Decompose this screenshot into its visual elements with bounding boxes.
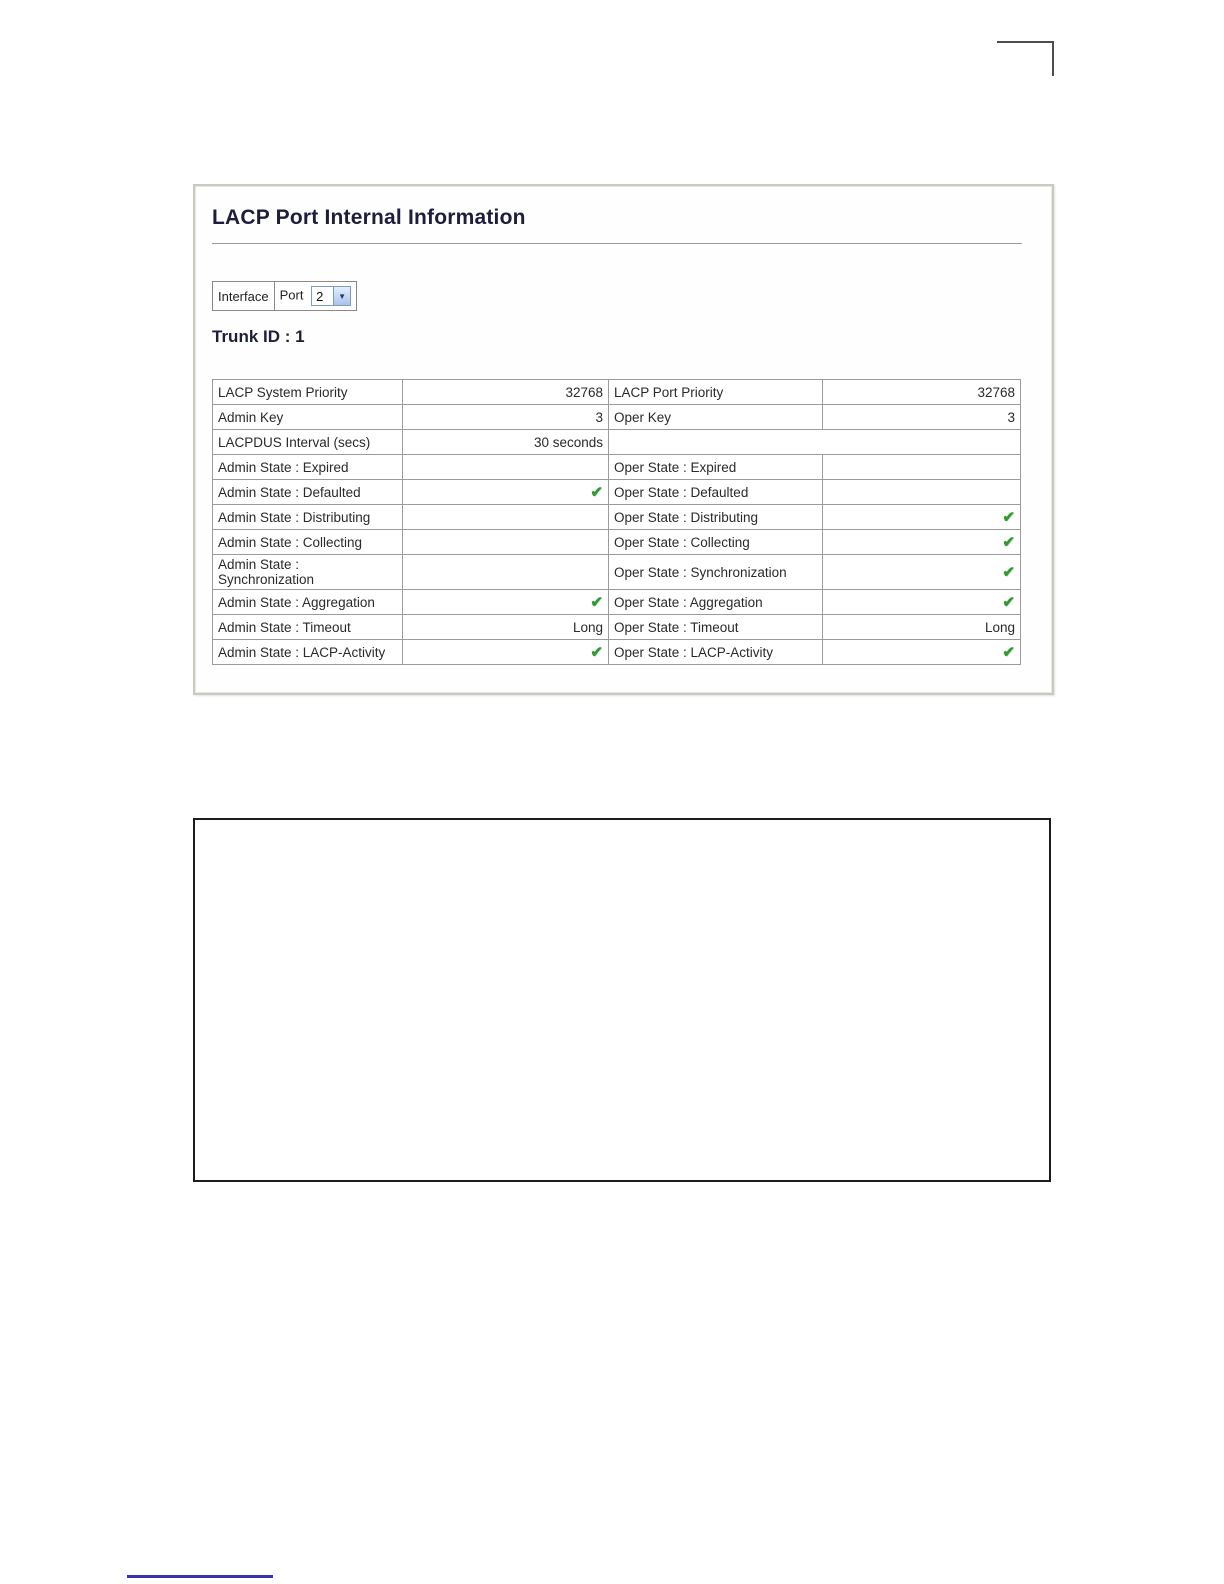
table-row [213, 430, 1021, 455]
status-cell [823, 505, 1021, 530]
label-cell: Admin State : Collecting [213, 530, 403, 555]
status-cell [403, 640, 609, 665]
check-icon: ✔ [590, 594, 603, 611]
label-cell [403, 505, 609, 530]
check-icon: ✔ [1002, 534, 1015, 551]
interface-row [213, 282, 357, 311]
check-icon: ✔ [590, 484, 603, 501]
lacp-panel [193, 184, 1054, 695]
label-cell: Admin State : LACP-Activity [213, 640, 403, 665]
table-row [213, 505, 1021, 530]
chevron-down-icon[interactable]: ▼ [333, 287, 350, 305]
label-cell: Oper State : Expired [609, 455, 823, 480]
label-cell: Oper State : Distributing [609, 505, 823, 530]
status-cell [823, 555, 1021, 590]
label-cell: LACP Port Priority [609, 380, 823, 405]
footer-rule [127, 1575, 273, 1578]
check-icon: ✔ [1002, 644, 1015, 661]
label-cell: Admin State : Distributing [213, 505, 403, 530]
port-label: Port [279, 287, 304, 303]
trunk-id: Trunk ID : 1 [212, 327, 305, 346]
page-title: LACP Port Internal Information [212, 206, 526, 229]
label-cell: Oper State : Collecting [609, 530, 823, 555]
table-row [213, 590, 1021, 615]
label-cell: Oper Key [609, 405, 823, 430]
table-row [213, 640, 1021, 665]
label-cell [823, 480, 1021, 505]
status-cell [823, 530, 1021, 555]
lacp-table-body [213, 380, 1021, 665]
label-cell: Oper State : Aggregation [609, 590, 823, 615]
status-cell [403, 590, 609, 615]
port-select-value: 2 [316, 288, 324, 304]
status-cell [823, 590, 1021, 615]
table-row [213, 530, 1021, 555]
label-cell [609, 430, 1021, 455]
title-divider [212, 243, 1022, 244]
status-cell [823, 640, 1021, 665]
table-row [213, 405, 1021, 430]
port-select[interactable] [311, 286, 351, 306]
label-cell: Admin State : Defaulted [213, 480, 403, 505]
empty-figure-box [193, 818, 1051, 1182]
corner-mark [997, 41, 1054, 43]
label-cell [403, 555, 609, 590]
table-row [213, 480, 1021, 505]
table-row [213, 455, 1021, 480]
check-icon: ✔ [1002, 564, 1015, 581]
label-cell [823, 455, 1021, 480]
value-cell: 30 seconds [403, 430, 609, 455]
value-cell: Long [403, 615, 609, 640]
label-cell [403, 530, 609, 555]
value-cell: 3 [403, 405, 609, 430]
interface-selector [212, 281, 357, 311]
table-row [213, 615, 1021, 640]
table-row [213, 380, 1021, 405]
value-cell: 32768 [403, 380, 609, 405]
lacp-table [212, 379, 1021, 665]
label-cell: Admin State : Aggregation [213, 590, 403, 615]
status-cell [403, 480, 609, 505]
label-cell: LACP System Priority [213, 380, 403, 405]
label-cell: Oper State : Timeout [609, 615, 823, 640]
label-cell: Admin State : Synchronization [213, 555, 403, 590]
label-cell: Admin State : Timeout [213, 615, 403, 640]
value-cell: 32768 [823, 380, 1021, 405]
check-icon: ✔ [590, 644, 603, 661]
table-row [213, 555, 1021, 590]
interface-label: Interface [213, 282, 275, 311]
check-icon: ✔ [1002, 509, 1015, 526]
label-cell: Oper State : LACP-Activity [609, 640, 823, 665]
value-cell: 3 [823, 405, 1021, 430]
check-icon: ✔ [1002, 594, 1015, 611]
label-cell: LACPDUS Interval (secs) [213, 430, 403, 455]
corner-mark [1052, 41, 1054, 76]
value-cell: Long [823, 615, 1021, 640]
label-cell: Oper State : Defaulted [609, 480, 823, 505]
label-cell [403, 455, 609, 480]
interface-control-cell [274, 282, 356, 311]
label-cell: Admin State : Expired [213, 455, 403, 480]
label-cell: Admin Key [213, 405, 403, 430]
label-cell: Oper State : Synchronization [609, 555, 823, 590]
